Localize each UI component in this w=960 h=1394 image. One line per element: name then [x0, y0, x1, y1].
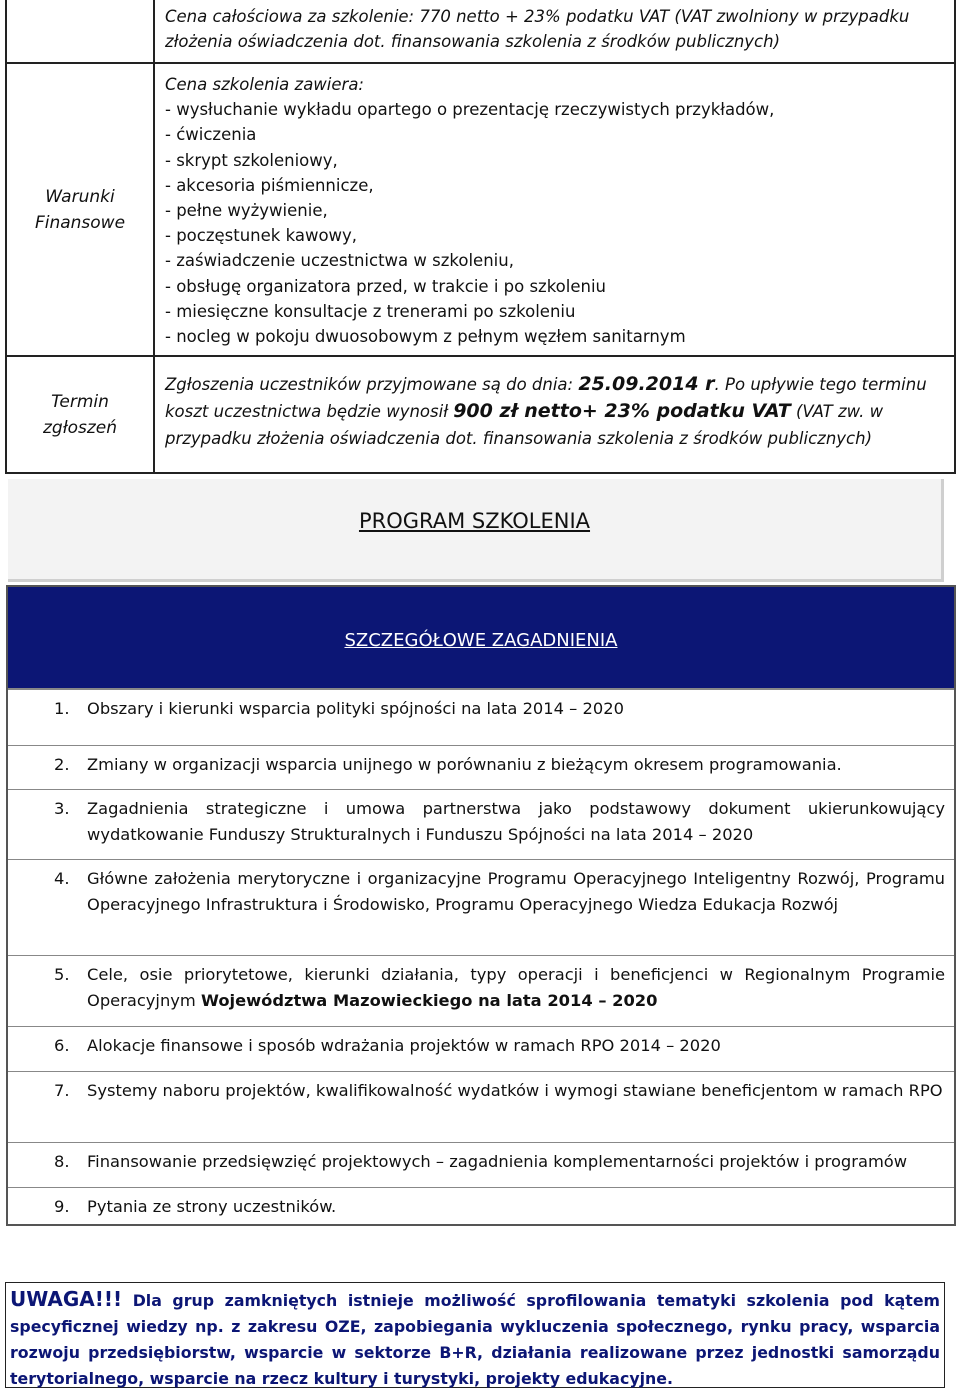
topic-text: Obszary i kierunki wsparcia polityki spójności na lata 2014 – 2020 [87, 699, 624, 718]
deadline-text-part4: (VAT zw. w przypadku złożenia oświadczenia dot. finansowania szkolenia z środków publicznych) [165, 402, 884, 448]
warning-text: Dla grup zamkniętych istnieje możliwość sprofilowania tematyki szkolenia pod kątem specyficznej wiedzy np. z zakresu OZE, zapobiegania wykluczenia społecznego, rynku pracy, wsparcia rozwoju przedsiębiorstw, wsparcie w sektorze B+R, działania realizowane przez jednostki samorządu terytorialnego, wsparcie na rzecz kultury i turystyki, projekty edukacyjne. [10, 1291, 940, 1388]
deadline-text-part3: koszt uczestnictwa będzie wynosił [165, 402, 454, 421]
registration-deadline-text [155, 357, 954, 472]
topic-text: Finansowanie przedsięwzięć projektowych – zagadnienia komplementarności projektów i programów [87, 1152, 908, 1171]
topic-number: 5. [54, 965, 70, 984]
topic-number: 4. [54, 869, 70, 888]
registration-deadline-row [7, 357, 954, 472]
financial-terms-label-line1: Warunki [45, 186, 115, 207]
price-includes-item: - skrypt szkoleniowy, [165, 150, 338, 170]
price-row [7, 0, 954, 64]
price-includes-item: - pełne wyżywienie, [165, 201, 328, 221]
topic-number: 1. [54, 699, 70, 718]
topic-item [8, 690, 954, 746]
price-row-label [7, 0, 155, 62]
program-heading-box [8, 479, 944, 582]
topic-text: Pytania ze strony uczestników. [87, 1197, 337, 1216]
topic-text: Główne założenia merytoryczne i organizacyjne Programu Operacyjnego Inteligentny Rozwój, Programu Operacyjnego Infrastruktura i Środowisko, Programu Operacyjnego Wiedza Edukacja Rozwój [87, 869, 945, 914]
total-price-text: Cena całościowa za szkolenie: 770 netto + 23% podatku VAT (VAT zwolniony w przypadku złożenia oświadczenia dot. finansowania szkolenia z środków publicznych) [165, 7, 910, 51]
financial-conditions-table [5, 0, 956, 474]
topic-number: 3. [54, 799, 70, 818]
deadline-text-part1: Zgłoszenia uczestników przyjmowane są do dnia: [165, 375, 579, 394]
topic-text: Alokacje finansowe i sposób wdrażania projektów w ramach RPO 2014 – 2020 [87, 1036, 721, 1055]
detailed-topics-header [8, 587, 954, 690]
topic-text: Zmiany w organizacji wsparcia unijnego w porównaniu z bieżącym okresem programowania. [87, 755, 842, 774]
price-includes-item: - akcesoria piśmiennicze, [165, 175, 374, 195]
price-includes-item: - poczęstunek kawowy, [165, 226, 358, 246]
price-includes-heading: Cena szkolenia zawiera: [165, 75, 364, 94]
topic-item [8, 1027, 954, 1072]
detailed-topics-title: SZCZEGÓŁOWE ZAGADNIENIA [344, 630, 618, 651]
topic-text-plain: Cele, osie priorytetowe, kierunki działania, typy operacji i beneficjenci w Regionalnym Programie Operacyjnym [87, 965, 945, 1010]
topic-item [8, 1188, 954, 1224]
topic-item [8, 860, 954, 956]
price-includes-item: - nocleg w pokoju dwuosobowym z pełnym węzłem sanitarnym [165, 327, 686, 347]
registration-deadline-label-line1: Termin [51, 391, 109, 412]
price-includes-item: - zaświadczenie uczestnictwa w szkoleniu, [165, 251, 514, 271]
topic-number: 6. [54, 1036, 70, 1055]
price-includes-item: - ćwiczenia [165, 125, 257, 145]
late-price: 900 zł netto+ 23% podatku VAT [453, 400, 791, 422]
warning-box [5, 1282, 945, 1388]
topic-text: Zagadnienia strategiczne i umowa partnerstwa jako podstawowy dokument ukierunkowujący wydatkowanie Funduszy Strukturalnych i Funduszu Spójności na lata 2014 – 2020 [87, 799, 945, 844]
topic-number: 8. [54, 1152, 70, 1171]
registration-deadline-label [7, 357, 155, 472]
program-title: PROGRAM SZKOLENIA [358, 509, 591, 533]
price-includes-list [155, 64, 954, 355]
topic-number: 2. [54, 755, 70, 774]
financial-terms-label-line2: Finansowe [34, 212, 126, 233]
topic-item [8, 790, 954, 860]
registration-deadline-label-line2: zgłoszeń [42, 417, 117, 438]
detailed-topics-section [6, 585, 956, 1226]
topic-text: Systemy naboru projektów, kwalifikowalność wydatków i wymogi stawiane beneficjentom w ramach RPO [87, 1081, 943, 1100]
topic-item [8, 1143, 954, 1188]
deadline-text-part2: . Po upływie tego terminu [714, 375, 927, 394]
topic-item [8, 1072, 954, 1143]
price-includes-item: - obsługę organizatora przed, w trakcie i po szkoleniu [165, 276, 607, 296]
topic-text-bold: Województwa Mazowieckiego na lata 2014 – 2020 [200, 991, 658, 1010]
topic-item [8, 956, 954, 1027]
deadline-date: 25.09.2014 r [578, 373, 715, 395]
topic-item [8, 746, 954, 790]
warning-label: UWAGA!!! [10, 1287, 123, 1311]
price-includes-item: - miesięczne konsultacje z trenerami po szkoleniu [165, 301, 576, 321]
topic-number: 7. [54, 1081, 70, 1100]
financial-terms-row [7, 64, 954, 357]
price-includes-item: - wysłuchanie wykładu opartego o prezentację rzeczywistych przykładów, [165, 100, 775, 120]
topic-number: 9. [54, 1197, 70, 1216]
financial-terms-label [7, 64, 155, 355]
topic-text [87, 962, 945, 1014]
